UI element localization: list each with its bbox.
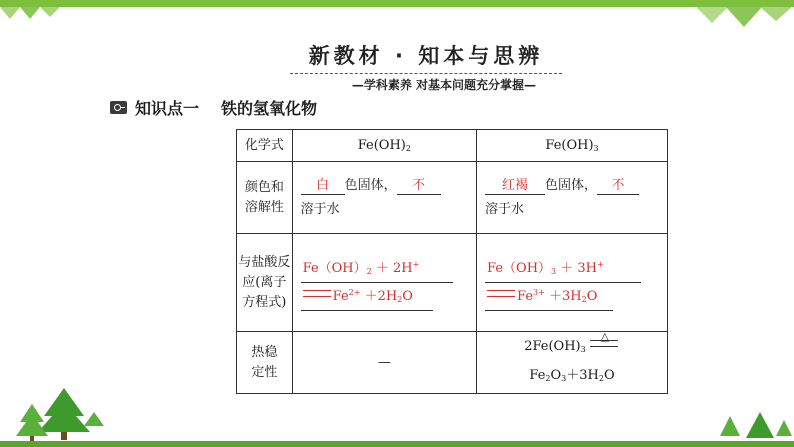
top-left-leaf-decoration	[0, 5, 60, 21]
knowledge-point-icon	[110, 101, 127, 114]
heat-condition-symbol: △	[600, 329, 610, 343]
knowledge-point-heading	[110, 96, 317, 119]
answer-blank-solubility: 不	[597, 178, 639, 195]
page-subtitle: —学科素养 对基本问题充分掌握—	[351, 78, 536, 92]
answer-blank-color: 红褐	[485, 178, 545, 195]
answer-blank-color: 白	[301, 178, 345, 195]
equation-rhs: $Fe^{3+} +3H_2O$	[485, 283, 613, 311]
equation-lhs: $Fe(OH)_3 + 3H^+$	[485, 255, 641, 283]
knowledge-point-topic: 铁的氢氧化物	[221, 99, 318, 118]
cell-feoh3-color: 红褐 色固体， 不 溶于水	[477, 162, 668, 234]
equals-sign	[487, 290, 515, 297]
bottom-left-tree-decoration	[14, 388, 104, 442]
row-label-color-solubility: 颜色和 溶解性	[237, 162, 293, 234]
page-title: 新教材 · 知本与思辨	[308, 44, 544, 68]
header-cell-feoh2: $Fe(OH)_2$	[292, 130, 476, 162]
cell-feoh3-thermal-equation: $2Fe(OH)_3$ △ $Fe_2O_3+3H_2O$	[477, 332, 668, 394]
header-cell-formula: 化学式	[237, 130, 293, 162]
table-row	[237, 130, 668, 162]
answer-blank-solubility: 不	[397, 178, 441, 195]
top-right-leaf-decoration	[696, 5, 794, 31]
table-row	[237, 234, 668, 332]
row-label-acid-reaction: 与盐酸反 应(离子 方程式)	[237, 234, 293, 332]
equals-sign	[303, 290, 331, 297]
table-row	[237, 332, 668, 394]
cell-feoh2-thermal: —	[292, 332, 476, 394]
top-green-bar	[0, 0, 794, 7]
cell-feoh3-acid-equation	[477, 234, 668, 332]
table-row	[237, 162, 668, 234]
cell-feoh2-acid-equation	[292, 234, 476, 332]
header-cell-feoh3: $Fe(OH)_3$	[477, 130, 668, 162]
bottom-right-tree-decoration	[716, 412, 794, 442]
iron-hydroxide-table	[236, 129, 668, 394]
title-divider	[290, 73, 562, 74]
equation-lhs: $Fe(OH)_2 + 2H^+$	[301, 255, 453, 283]
cell-feoh2-color: 白 色固体， 不 溶于水	[292, 162, 476, 234]
equation-rhs: $Fe^{2+} +2H_2O$	[301, 283, 433, 311]
knowledge-point-label: 知识点一	[135, 99, 200, 118]
row-label-thermal-stability: 热稳 定性	[237, 332, 293, 394]
bottom-green-bar	[0, 441, 794, 447]
